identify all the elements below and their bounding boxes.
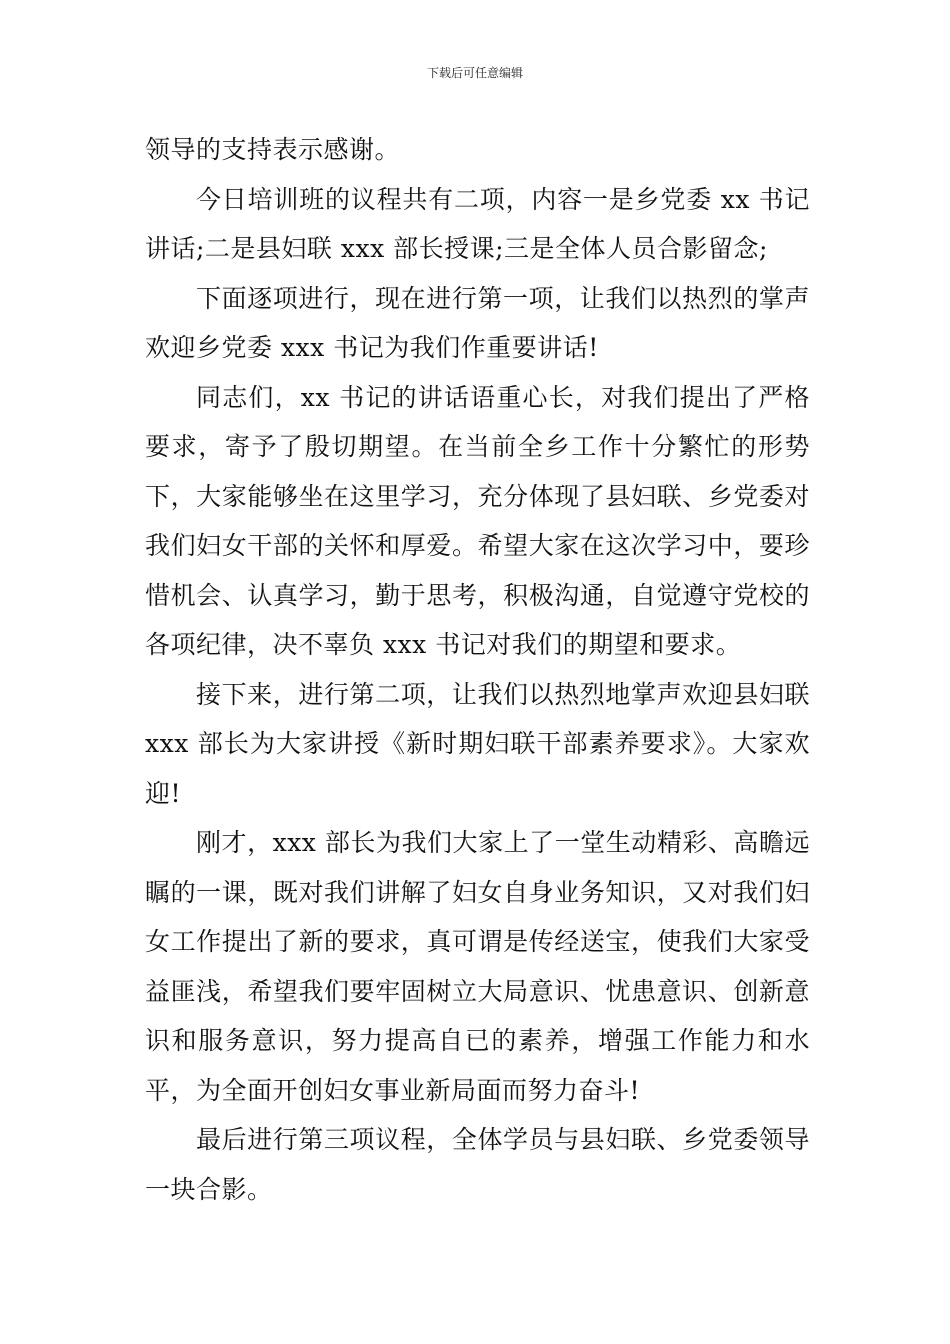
document-body xyxy=(145,125,810,1214)
paragraph-3: 下面逐项进行，现在进行第一项，让我们以热烈的掌声欢迎乡党委 xxx 书记为我们作重要讲话! xyxy=(145,283,810,362)
paragraph-6: 刚才，xxx 部长为我们大家上了一堂生动精彩、高瞻远瞩的一课，既对我们讲解了妇女自身业务知识，又对我们妇女工作提出了新的要求，真可谓是传经送宝，使我们大家受益匪浅，希望我们要牢固树立大局意识、忧患意识、创新意识和服务意识，努力提高自已的素养，增强工作能力和水平，为全面开创妇女事业新局面而努力奋斗! xyxy=(145,828,810,1105)
paragraph-1: 领导的支持表示感谢。 xyxy=(145,135,401,164)
page-header: 下载后可任意编辑 xyxy=(426,66,523,80)
paragraph-4: 同志们，xx 书记的讲话语重心长，对我们提出了严格要求，寄予了殷切期望。在当前全乡工作十分繁忙的形势下，大家能够坐在这里学习，充分体现了县妇联、乡党委对我们妇女干部的关怀和厚爱。希望大家在这次学习中，要珍惜机会、认真学习，勤于思考，积极沟通，自觉遵守党校的各项纪律，决不辜负 xxx 书记对我们的期望和要求。 xyxy=(145,382,810,659)
paragraph-7: 最后进行第三项议程，全体学员与县妇联、乡党委领导一块合影。 xyxy=(145,1125,810,1204)
paragraph-2: 今日培训班的议程共有二项，内容一是乡党委 xx 书记讲话;二是县妇联 xxx 部长授课;三是全体人员合影留念; xyxy=(145,184,810,263)
paragraph-5: 接下来，进行第二项，让我们以热烈地掌声欢迎县妇联 xxx 部长为大家讲授《新时期妇联干部素养要求》。大家欢迎! xyxy=(145,679,810,808)
